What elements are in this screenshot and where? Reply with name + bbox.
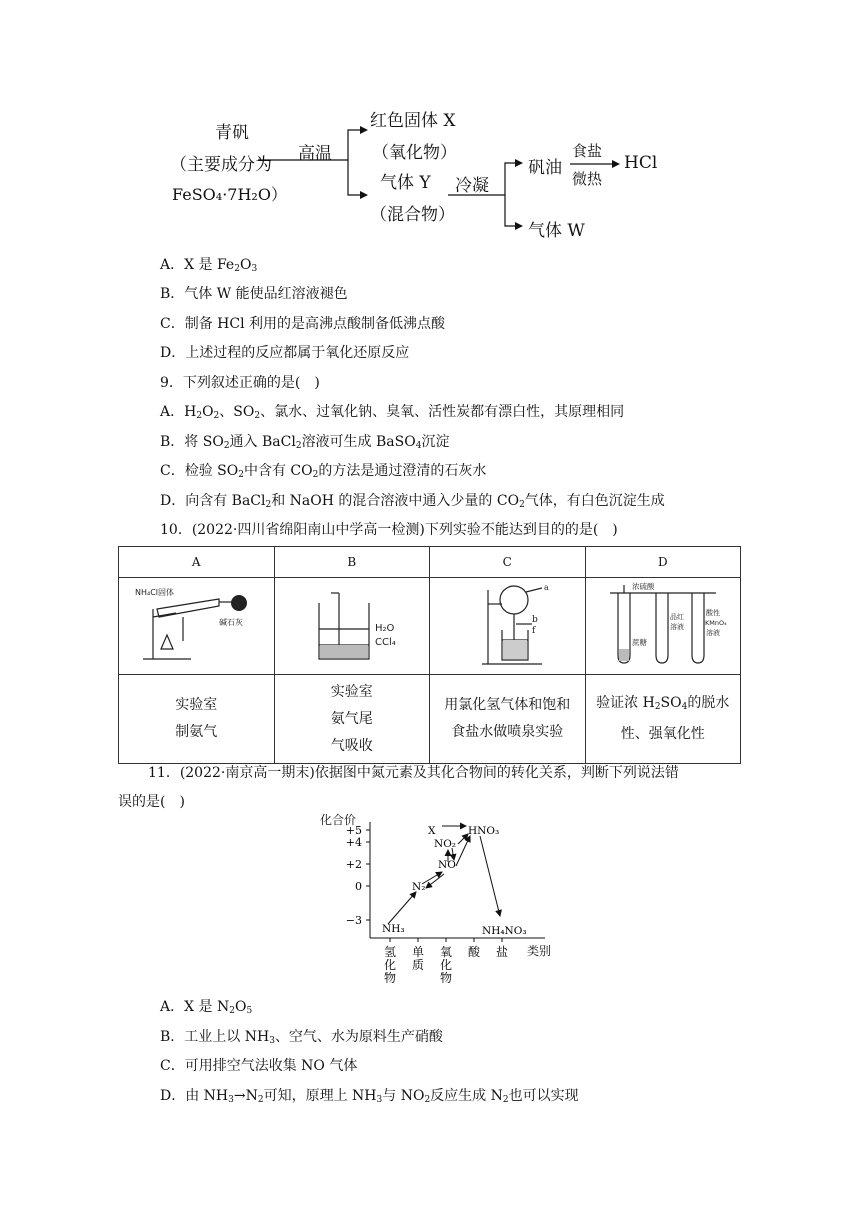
figure-d-label-magenta: 品红	[669, 613, 684, 621]
flow-hcl: HCl	[624, 153, 658, 173]
y-tick-label: 0	[355, 880, 362, 893]
ammonia-apparatus-figure	[121, 579, 271, 669]
nitrogen-valence-chart	[320, 812, 560, 984]
chart-svg	[320, 812, 560, 984]
y-tick-label: +4	[345, 836, 362, 849]
x-category-label: 单质	[411, 945, 425, 972]
figure-b-cell	[274, 578, 430, 675]
figure-c-label-f: f	[532, 626, 536, 636]
fountain-apparatus-figure	[432, 578, 582, 670]
y-tick-label: +5	[345, 824, 362, 837]
q8-option-b: B．气体 W 能使品红溶液褪色	[160, 286, 348, 302]
chart-x-axis-label: 类别	[527, 944, 552, 958]
compound-label: X	[428, 825, 436, 837]
q8-option-c: C．制备 HCl 利用的是高沸点酸制备低沸点酸	[160, 316, 446, 332]
desc-a-cell	[119, 675, 275, 764]
q11-option-a: A．X 是 $N_2O_5$	[160, 999, 253, 1016]
saline-solution	[503, 640, 527, 659]
flow-cond-salt: 食盐	[572, 142, 603, 160]
chart-axes	[370, 822, 545, 938]
flow-diagram	[170, 100, 710, 250]
q10-experiment-table	[118, 546, 741, 764]
table-header-c: C	[430, 547, 586, 578]
desc-b-line-3: 气吸收	[330, 737, 373, 754]
desc-d-line-2: 性、强氧化性	[620, 726, 705, 742]
flow-source-formula: FeSO₄·7H₂O）	[172, 185, 287, 204]
desc-b-line-2: 氨气尾	[330, 710, 373, 727]
x-category-label: 氧化物	[439, 945, 453, 984]
figure-d-label-solution-2: 溶液	[705, 629, 720, 637]
figure-b-label-ccl4: CCl₄	[374, 637, 396, 648]
desc-b-cell	[274, 675, 430, 764]
ccl4-layer	[320, 645, 368, 658]
q11-option-d: D．由 $NH_3\to N_2$可知，原理上 $NH_3$与 $NO_2$反应生成 $N_2$也可以实现	[160, 1088, 579, 1105]
q8-option-a: A．X 是 $Fe_2O_3$	[160, 257, 258, 274]
q9-option-b: B．将 $SO_2$通入 BaCl$_2$溶液可生成 BaSO$_4$沉淀	[160, 434, 450, 451]
transformation-arrow	[456, 836, 470, 866]
table-header-d: D	[585, 547, 741, 578]
q9-option-a: A．$H_2O_2$、$SO_2$、氯水、过氧化钠、臭氧、活性炭都有漂白性，其原理相同	[160, 404, 625, 421]
desc-c-cell	[430, 675, 586, 764]
sucrose-sample	[619, 649, 629, 661]
sulfuric-acid-test-figure	[588, 579, 738, 669]
figure-d-label-solution-1: 溶液	[669, 623, 684, 631]
flow-source-name: 青矾	[215, 123, 249, 143]
absorption-beaker-figure	[277, 579, 427, 669]
compound-label: HNO₃	[468, 825, 500, 837]
drying-tube-icon	[231, 595, 247, 611]
q9-option-d: D．向含有 BaCl$_2$和 NaOH 的混合溶液中通入少量的 $CO_2$气体，有白色沉淀生成	[160, 493, 665, 510]
q11-stem-line-2: 误的是( )	[118, 794, 185, 810]
flow-source-desc: （主要成分为	[170, 155, 272, 175]
desc-c-line-2: 食盐水做喷泉实验	[451, 724, 564, 740]
compound-label: NH₄NO₃	[482, 925, 527, 937]
desc-c-line-1: 用氯化氢气体和饱和	[444, 697, 571, 713]
flow-cond-condense: 冷凝	[455, 176, 489, 196]
flow-product-x: 红色固体 X	[370, 111, 456, 131]
figure-d-label-acidic: 酸性	[705, 609, 720, 617]
chart-labels	[382, 825, 527, 937]
q10-stem: 10．(2022·四川省绵阳南山中学高一检测)下列实验不能达到目的的是( )	[160, 522, 618, 538]
desc-b-line-1: 实验室	[330, 683, 373, 700]
figure-c-cell	[430, 578, 586, 675]
table-header-a: A	[119, 547, 275, 578]
compound-label: NO	[438, 859, 456, 871]
flow-product-y: 气体 Y	[380, 173, 431, 193]
figure-a-label-solid: NH₄Cl固体	[135, 588, 175, 597]
flow-gas-w: 气体 W	[528, 221, 585, 241]
chart-y-axis-label: 化合价	[320, 813, 357, 827]
compound-label: NO₂	[434, 838, 457, 850]
y-tick-label: +2	[345, 858, 362, 871]
x-category-label: 氢化物	[383, 945, 397, 984]
q11-option-b: B．工业上以 $NH_3$、空气、水为原料生产硝酸	[160, 1029, 443, 1046]
flow-product-y-note: （混合物）	[370, 205, 455, 225]
transformation-arrow	[388, 892, 416, 924]
figure-d-label-acid: 浓硫酸	[631, 582, 655, 591]
q9-stem: 9．下列叙述正确的是( )	[160, 375, 320, 391]
desc-a-line-1: 实验室	[175, 697, 218, 713]
desc-d-line-1: 验证浓 $H_2SO_4$的脱水	[596, 695, 730, 712]
flow-oil: 矾油	[528, 158, 562, 178]
desc-a-line-2: 制氨气	[175, 724, 218, 740]
q11-stem-line-1: 11．(2022·南京高一期末)依据图中氮元素及其化合物间的转化关系，判断下列说法错	[148, 765, 679, 781]
figure-d-label-kmno4: KMnO₄	[704, 619, 727, 627]
compound-label: N₂	[412, 881, 426, 893]
compound-label: NH₃	[382, 923, 405, 935]
flow-cond-high-temp: 高温	[298, 144, 332, 164]
x-category-label: 盐	[495, 945, 509, 959]
transformation-arrow	[480, 836, 500, 916]
figure-c-label-a: a	[544, 583, 550, 592]
figure-b-label-water: H₂O	[374, 623, 395, 634]
table-header-b: B	[274, 547, 430, 578]
figure-a-cell	[119, 578, 275, 675]
figure-d-cell	[585, 578, 741, 675]
q11-option-c: C．可用排空气法收集 NO 气体	[160, 1058, 358, 1074]
flow-product-x-note: （氧化物）	[372, 143, 457, 163]
x-category-label: 酸	[467, 945, 481, 959]
desc-d-cell	[585, 675, 741, 764]
y-tick-label: −3	[345, 914, 362, 927]
q8-option-d: D．上述过程的反应都属于氧化还原反应	[160, 345, 410, 361]
figure-c-label-b: b	[532, 615, 539, 625]
q9-option-c: C．检验 $SO_2$中含有 $CO_2$的方法是通过澄清的石灰水	[160, 463, 487, 480]
flow-cond-heat: 微热	[572, 170, 603, 188]
figure-a-label-lime: 碱石灰	[219, 618, 244, 627]
figure-d-label-sucrose: 蔗糖	[631, 638, 647, 647]
